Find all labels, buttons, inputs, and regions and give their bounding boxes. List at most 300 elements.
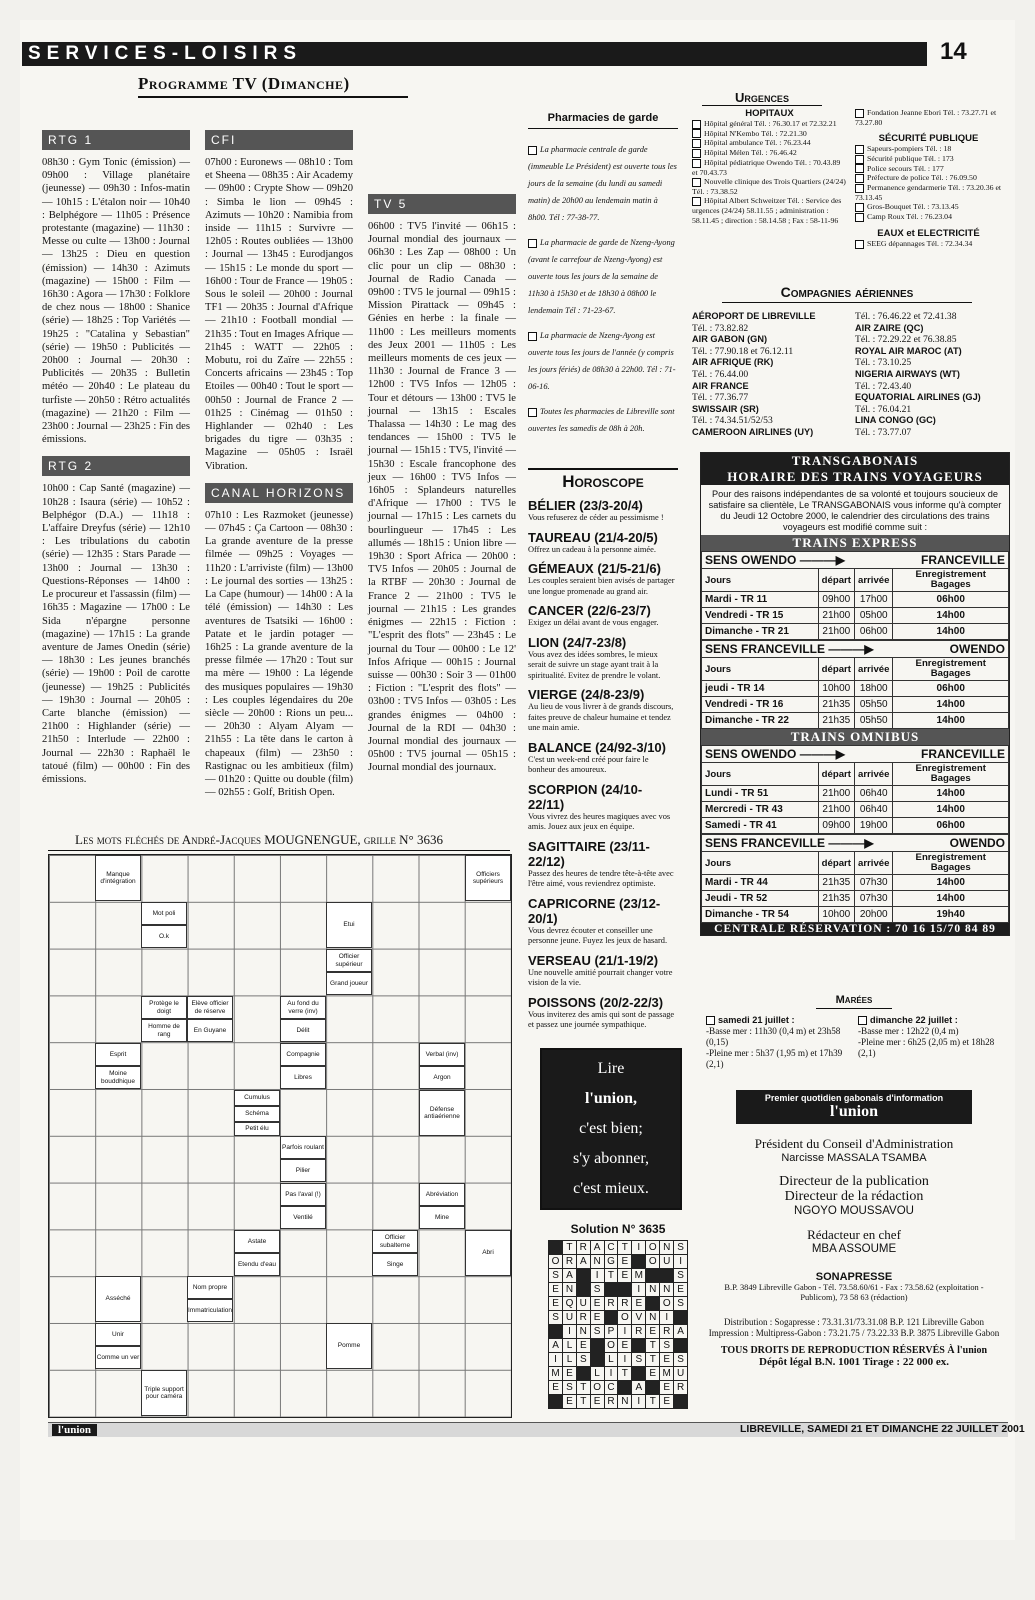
horoscope-rule bbox=[528, 468, 678, 470]
airline-phone: Tél. : 76.04.21 bbox=[855, 403, 912, 415]
solution-cell: E bbox=[660, 1353, 674, 1367]
train-col-header: Jours bbox=[702, 763, 819, 786]
horoscope-sign: GÉMEAUX (21/5-21/6) bbox=[528, 561, 661, 576]
solution-cell bbox=[549, 1395, 563, 1409]
crossword-clue: Abréviation bbox=[419, 1183, 465, 1206]
solution-cell bbox=[576, 1283, 590, 1297]
solution-cell bbox=[632, 1255, 646, 1269]
director: Directeur de la publication Directeur de la rédaction NGOYO MOUSSAVOU bbox=[779, 1174, 929, 1217]
crossword-clue: Mine bbox=[419, 1206, 465, 1229]
crossword-clue: Manque d'intégration bbox=[95, 855, 141, 901]
airline-name: CAMEROON AIRLINES (UY) bbox=[692, 426, 814, 437]
airline-name: AIR ZAIRE (QC) bbox=[855, 322, 924, 333]
crossword-clue: Au fond du verre (inv) bbox=[280, 996, 326, 1019]
crossword-clue: Asséché bbox=[95, 1276, 141, 1322]
ad-line: s'y abonner, bbox=[573, 1150, 649, 1167]
horoscope-text: Vous vivrez des heures magiques avec vos amis. Jouez aux jeux en équipe. bbox=[528, 811, 671, 831]
solution-cell: I bbox=[632, 1241, 646, 1255]
solution-cell: R bbox=[632, 1325, 646, 1339]
crossword-clue: Elève officier de réserve bbox=[187, 996, 233, 1019]
train-table bbox=[701, 551, 1009, 640]
solution-cell: I bbox=[563, 1325, 577, 1339]
solution-cell: S bbox=[590, 1325, 604, 1339]
train-cell: Samedi - TR 41 bbox=[702, 818, 819, 834]
marees-rule bbox=[816, 1008, 892, 1009]
solution-cell: C bbox=[604, 1381, 618, 1395]
footer-logo: l'union bbox=[52, 1424, 97, 1436]
urgences-rule bbox=[702, 105, 822, 106]
airline-phone: Tél. : 74.34.51/52/53 bbox=[692, 415, 773, 427]
train-cell: 21h00 bbox=[818, 624, 854, 640]
solution-row bbox=[549, 1311, 688, 1325]
list-item: Sécurité publique Tél. : 173 bbox=[855, 154, 1002, 164]
solution-cell: S bbox=[549, 1269, 563, 1283]
solution-cell: S bbox=[660, 1339, 674, 1353]
train-cell: 05h00 bbox=[854, 608, 892, 624]
solution-cell: N bbox=[660, 1283, 674, 1297]
train-col-header: départ bbox=[818, 569, 854, 592]
footer-date: LIBREVILLE, SAMEDI 21 ET DIMANCHE 22 JUILLET 2001 bbox=[740, 1423, 1025, 1435]
crossword-clue: Parfois roulant bbox=[280, 1136, 326, 1159]
train-table bbox=[701, 745, 1009, 834]
crossword-clue: Petit élu bbox=[234, 1122, 280, 1136]
checkbox-icon bbox=[528, 332, 537, 341]
checkbox-icon bbox=[706, 1016, 715, 1025]
pharmacy-item: La pharmacie de garde de Nzeng-Ayong (avant le carrefour de Nzeng-Ayong) est ouverte tous les jours de la semaine de 11h30 à 15h30 et de 18h30 à 08h00 le lendemain Tél : 71-23-67. bbox=[528, 238, 675, 315]
solution-cell: E bbox=[618, 1255, 632, 1269]
train-cell: 14h00 bbox=[893, 624, 1009, 640]
table-row bbox=[702, 786, 1009, 802]
train-cell: 18h00 bbox=[854, 681, 892, 697]
solution-cell: S bbox=[549, 1311, 563, 1325]
table-row bbox=[702, 624, 1009, 640]
crossword-clue: Etui bbox=[326, 902, 372, 948]
arrow-right-icon: ———▶ bbox=[828, 642, 874, 656]
solution-cell: U bbox=[660, 1255, 674, 1269]
horoscope-text: Les couples seraient bien avisés de partager une longue promenade au grand air. bbox=[528, 576, 675, 596]
solution-cell: I bbox=[618, 1325, 632, 1339]
solution-cell: R bbox=[576, 1311, 590, 1325]
airline-phone: Tél. : 72.43.40 bbox=[855, 380, 912, 392]
train-cell: 05h50 bbox=[854, 697, 892, 713]
tv-column-3 bbox=[368, 124, 516, 775]
trains-express-title: TRAINS EXPRESS bbox=[701, 535, 1009, 551]
solution-cell: S bbox=[674, 1241, 688, 1255]
train-cell: 07h30 bbox=[854, 891, 892, 907]
solution-cell: U bbox=[576, 1297, 590, 1311]
president: Président du Conseil d'Administration Narcisse MASSALA TSAMBA bbox=[754, 1136, 954, 1164]
train-from: SENS FRANCEVILLE bbox=[705, 836, 826, 850]
solution-cell: E bbox=[590, 1297, 604, 1311]
distribution: Distribution : Sogapresse : 73.31.31/73.31.08 B.P. 121 Libreville Gabon bbox=[724, 1317, 984, 1327]
channel-tv5-listing: 06h00 : TV5 l'invité — 06h15 : Journal mondial des journaux — 06h30 : Les Zap — 08h00 : Un clic pour un clip — 08h30 : Journal de Radio Canada — 09h00 : TV5 le journal — 09h15 : Mission Pirattack — 09h45 : Génies en herbe : la finale — 11h00 : Les meilleurs moments des Jeux 2001 — 11h05 : Les meilleurs moments de ces jeux — 11h30 : Journal de France 3 — 12h00 : TV5 Infos — 12h05 : Tour et détours — 13h00 : TV5 le journal — 13h15 : Escales Thalassa — 14h30 : Le mag des tendances — 15h00 : TV5 le journal — 15h15 : TV5, l'invité — 15h30 : Escale francophone des jeux — 16h00 : TV5 Infos — 16h05 : Splandeurs naturelles d'Afrique — 17h00 : TV5 le journal — 17h15 : Les carnets du bourlingueur — 17h45 : Les allumés — 18h15 : Union libre — 19h30 : Sport Africa — 20h00 : TV5 Infos — 20h05 : Journal de la RTBF — 20h30 : Journal de France 2 — 21h00 : TV5 le journal — 21h15 : Les grandes énigmes — 22h15 : Fiction : "L'esprit des flots" — 23h45 : Le journal du Tour — 00h00 : Le 12' Infos Afrique — 00h15 : Journal suisse — 00h30 : Soir 3 — 01h00 : Fiction : "L'esprit des flots" — 03h00 : TV5 Infos — 03h05 : Les grandes énigmes — 04h00 : Journal de la RDI — 04h30 : Journal mondial des journaux — 05h00 : TV5 journal — 05h15 : Journal mondial des journaux. bbox=[368, 221, 516, 774]
solution-cell: E bbox=[549, 1283, 563, 1297]
sonapresse: SONAPRESSE bbox=[815, 1271, 893, 1283]
checkbox-icon bbox=[855, 203, 864, 212]
airline-name: ROYAL AIR MAROC (AT) bbox=[855, 345, 962, 356]
trains-subtitle: HORAIRE DES TRAINS VOYAGEURS bbox=[701, 469, 1009, 485]
table-row bbox=[702, 802, 1009, 818]
solution-cell: R bbox=[563, 1255, 577, 1269]
arrow-right-icon: ———▶ bbox=[828, 836, 874, 850]
list-item: Hôpital Mélen Tél. : 76.46.42 bbox=[692, 148, 847, 158]
solution-cell: T bbox=[618, 1241, 632, 1255]
solution-cell: R bbox=[674, 1381, 688, 1395]
crossword-clue: Nom propre bbox=[187, 1276, 233, 1299]
solution-row bbox=[549, 1297, 688, 1311]
solution-cell: L bbox=[563, 1353, 577, 1367]
horoscope-sign: SAGITTAIRE (23/11-22/12) bbox=[528, 838, 650, 869]
solution-row bbox=[549, 1269, 688, 1283]
solution-cell: I bbox=[604, 1367, 618, 1381]
solution-cell bbox=[674, 1311, 688, 1325]
solution-cell: S bbox=[674, 1297, 688, 1311]
solution-cell: R bbox=[604, 1395, 618, 1409]
train-cell: 06h00 bbox=[893, 818, 1009, 834]
crossword-clue: Mot poli bbox=[141, 902, 187, 925]
crossword-clue: Astate bbox=[234, 1230, 280, 1253]
page-number: 14 bbox=[940, 38, 967, 65]
solution-row bbox=[549, 1339, 688, 1353]
horoscope-text: Offrez un cadeau à la personne aimée. bbox=[528, 544, 656, 554]
solution-cell: E bbox=[549, 1381, 563, 1395]
train-cell: Mardi - TR 11 bbox=[702, 592, 819, 608]
ad-line: l'union, bbox=[584, 1090, 638, 1107]
masthead-banner: Premier quotidien gabonais d'information l'union bbox=[736, 1090, 972, 1124]
checkbox-icon bbox=[528, 408, 537, 417]
channel-rtg1-listing: 08h30 : Gym Tonic (émission) — 09h00 : Village planétaire (jeunesse) — 09h30 : Infos-matin — 10h15 : L'étalon noir — 10h40 : Belphégore — 11h05 : Présence protestante (magazine) — 11h30 : Messe ou culte — 13h00 : Journal — 13h25 : Dieu en question (émission) — 14h30 : Azimuts (magazine) — 15h00 : Film — 16h30 : Agora — 17h30 : Folklore de chez nous — 18h00 : Shanice (série) — 18h25 : Top Variétés — 19h25 : "Catalina y Sebastian" (série) — 19h50 : Publicités — 20h00 : Journal — 20h30 : Publicités — 20h35 : Bulletin météo — 20h40 : Le plateau du turfiste — 20h50 : Rétro actualités (magazine) — 21h20 : Film — 23h00 : Journal — 23h25 : Fin des émissions. bbox=[42, 157, 190, 446]
crossword-clue: Verbal (inv) bbox=[419, 1043, 465, 1066]
horoscope-sign: BÉLIER (23/3-20/4) bbox=[528, 498, 643, 513]
eaux-title: EAUX et ELECTRICITÉ bbox=[877, 227, 980, 239]
solution-cell: E bbox=[618, 1339, 632, 1353]
airline-name: Tél. : 76.46.22 et 72.41.38 bbox=[855, 311, 957, 322]
solution-cell: L bbox=[563, 1339, 577, 1353]
securite-column bbox=[855, 108, 1002, 249]
tv-column-1 bbox=[42, 130, 190, 786]
train-col-header: Jours bbox=[702, 658, 819, 681]
solution-cell: N bbox=[646, 1283, 660, 1297]
train-from: SENS OWENDO bbox=[705, 553, 797, 567]
solution-cell: E bbox=[576, 1339, 590, 1353]
solution-cell: E bbox=[674, 1283, 688, 1297]
crossword-clue: Etendu d'eau bbox=[234, 1253, 280, 1276]
checkbox-icon bbox=[528, 239, 537, 248]
solution-cell bbox=[674, 1339, 688, 1353]
train-cell: 10h00 bbox=[818, 681, 854, 697]
solution-cell: O bbox=[660, 1297, 674, 1311]
crossword-clue: Cumulus bbox=[234, 1090, 280, 1106]
train-cell: 21h35 bbox=[818, 713, 854, 729]
airline-phone: Tél. : 77.36.77 bbox=[692, 392, 749, 404]
table-row bbox=[702, 907, 1009, 923]
train-cell: Dimanche - TR 21 bbox=[702, 624, 819, 640]
train-cell: 06h00 bbox=[893, 592, 1009, 608]
train-col-header: Enregistrement Bagages bbox=[893, 569, 1009, 592]
solution-cell: E bbox=[646, 1325, 660, 1339]
solution-cell: E bbox=[646, 1367, 660, 1381]
list-item: Préfecture de police Tél. : 76.09.50 bbox=[855, 173, 1002, 183]
train-to: FRANCEVILLE bbox=[921, 747, 1005, 761]
section-banner: SERVICES-LOISIRS bbox=[22, 42, 927, 66]
train-cell: Vendredi - TR 16 bbox=[702, 697, 819, 713]
solution-cell: Q bbox=[563, 1297, 577, 1311]
solution-cell bbox=[590, 1353, 604, 1367]
train-col-header: départ bbox=[818, 658, 854, 681]
fondation-item: Fondation Jeanne Ebori Tél. : 73.27.71 et 73.27.80 bbox=[855, 108, 997, 127]
solution-cell: A bbox=[674, 1325, 688, 1339]
hopitaux-list bbox=[692, 119, 847, 225]
pharmacies-section bbox=[528, 112, 678, 437]
checkbox-icon bbox=[692, 197, 701, 206]
pharmacy-item: La pharmacie centrale de garde (immeuble Le Président) est ouverte tous les jours de la semaine (du lundi au samedi matin) de 20h00 au lendemain matin à 8h00. Tél : 77-38-77. bbox=[528, 145, 677, 222]
table-row bbox=[702, 697, 1009, 713]
ad-line: c'est mieux. bbox=[573, 1180, 649, 1197]
crossword-clue: Grand joueur bbox=[326, 972, 372, 995]
solution-cell bbox=[576, 1367, 590, 1381]
crossword-clue: Libres bbox=[280, 1066, 326, 1089]
horoscope-sign: BALANCE (24/92-3/10) bbox=[528, 739, 666, 755]
checkbox-icon bbox=[692, 159, 701, 168]
train-cell: 20h00 bbox=[854, 907, 892, 923]
checkbox-icon bbox=[858, 1016, 867, 1025]
solution-cell: M bbox=[632, 1269, 646, 1283]
horoscope-sign: SCORPION (24/10-22/11) bbox=[528, 781, 643, 812]
solution-cell bbox=[646, 1297, 660, 1311]
train-to: FRANCEVILLE bbox=[921, 553, 1005, 567]
solution-cell: E bbox=[618, 1269, 632, 1283]
airline-phone: Tél. : 76.44.00 bbox=[692, 368, 749, 380]
crossword-clue: Compagnie bbox=[280, 1043, 326, 1066]
solution-cell bbox=[549, 1325, 563, 1339]
compagnies-rule bbox=[722, 302, 972, 303]
train-cell: 10h00 bbox=[818, 907, 854, 923]
solution-section bbox=[548, 1222, 688, 1409]
crossword-grid[interactable] bbox=[48, 854, 512, 1418]
crossword-clue: Unir bbox=[95, 1323, 141, 1346]
train-cell: 14h00 bbox=[893, 786, 1009, 802]
horoscope-text: C'est un week-end créé pour faire le bonheur des amoureux. bbox=[528, 754, 649, 774]
train-cell: Vendredi - TR 15 bbox=[702, 608, 819, 624]
horoscope-text: Une nouvelle amitié pourrait changer votre vision de la vie. bbox=[528, 967, 673, 987]
solution-cell bbox=[618, 1381, 632, 1395]
solution-cell: L bbox=[590, 1367, 604, 1381]
arrow-right-icon: ———▶ bbox=[799, 553, 845, 567]
solution-cell: E bbox=[563, 1367, 577, 1381]
channel-rtg1-label: RTG 1 bbox=[42, 130, 190, 150]
solution-cell: S bbox=[590, 1283, 604, 1297]
checkbox-icon bbox=[528, 146, 537, 155]
compagnies-title: Compagnies aériennes bbox=[780, 284, 914, 300]
trains-centrale: CENTRALE RÉSERVATION : 70 16 15/70 84 89 bbox=[701, 923, 1009, 935]
checkbox-icon bbox=[855, 155, 864, 164]
checkbox-icon bbox=[855, 213, 864, 222]
solution-cell: T bbox=[646, 1353, 660, 1367]
train-cell: 14h00 bbox=[893, 802, 1009, 818]
solution-cell bbox=[674, 1395, 688, 1409]
channel-canal-label: CANAL HORIZONS bbox=[205, 483, 353, 503]
train-cell: 14h00 bbox=[893, 697, 1009, 713]
solution-cell bbox=[646, 1381, 660, 1395]
train-col-header: Jours bbox=[702, 852, 819, 875]
urgences-title: Urgences bbox=[735, 90, 789, 105]
securite-list bbox=[855, 144, 1002, 222]
tv-column-2 bbox=[205, 130, 353, 799]
train-cell: 21h35 bbox=[818, 697, 854, 713]
solution-cell: C bbox=[604, 1241, 618, 1255]
crossword-clue: Pas l'aval (!) bbox=[280, 1183, 326, 1206]
train-cell: Dimanche - TR 54 bbox=[702, 907, 819, 923]
urgences-section bbox=[692, 90, 1002, 249]
solution-cell: T bbox=[646, 1395, 660, 1409]
solution-cell: O bbox=[590, 1381, 604, 1395]
table-row bbox=[702, 608, 1009, 624]
list-item: Gros-Bouquet Tél. : 73.13.45 bbox=[855, 202, 1002, 212]
crossword-rule bbox=[48, 850, 510, 851]
train-col-header: Enregistrement Bagages bbox=[893, 763, 1009, 786]
solution-cell: I bbox=[618, 1353, 632, 1367]
solution-cell: O bbox=[549, 1255, 563, 1269]
pharmacies-title: Pharmacies de garde bbox=[547, 112, 659, 124]
list-item: Hôpital général Tél. : 76.30.17 et 72.32.21 bbox=[692, 119, 847, 129]
train-table bbox=[701, 834, 1009, 923]
solution-cell bbox=[632, 1367, 646, 1381]
airline-name: AÉROPORT DE LIBREVILLE bbox=[692, 311, 816, 321]
airline-phone: Tél. : 73.77.07 bbox=[855, 426, 912, 438]
pharmacy-item: La pharmacie de Nzeng-Ayong est ouverte tous les jours de l'année (y compris les jours fériés) de 08h30 à 22h00. Tél : 71-06-16. bbox=[528, 331, 676, 391]
solution-cell: N bbox=[590, 1255, 604, 1269]
solution-cell bbox=[646, 1269, 660, 1283]
airline-phone: Tél. : 73.10.25 bbox=[855, 357, 912, 369]
solution-row bbox=[549, 1381, 688, 1395]
table-row bbox=[702, 891, 1009, 907]
horoscope-text: Vous inviterez des amis qui sont de passage et passez une journée sympathique. bbox=[528, 1009, 675, 1029]
train-cell: jeudi - TR 14 bbox=[702, 681, 819, 697]
marees-section bbox=[706, 994, 1002, 1070]
airline-name: SWISSAIR (SR) bbox=[692, 403, 759, 414]
train-table bbox=[701, 640, 1009, 729]
solution-cell: P bbox=[604, 1325, 618, 1339]
depot-legal: Dépôt légal B.N. 1001 Tirage : 22 000 ex. bbox=[759, 1356, 949, 1368]
solution-cell: R bbox=[660, 1325, 674, 1339]
pharmacy-item: Toutes les pharmacies de Libreville sont ouvertes les samedis de 08h à 20h. bbox=[528, 407, 675, 433]
subscription-ad bbox=[540, 1048, 682, 1210]
train-col-header: arrivée bbox=[854, 852, 892, 875]
train-cell: Jeudi - TR 52 bbox=[702, 891, 819, 907]
solution-cell: T bbox=[563, 1241, 577, 1255]
train-cell: 19h40 bbox=[893, 907, 1009, 923]
horoscope-text: Vous devrez écouter et conseiller une personne jeune. Fuyez les jeux de hasard. bbox=[528, 925, 668, 945]
train-cell: Mercredi - TR 43 bbox=[702, 802, 819, 818]
horoscope-section bbox=[528, 472, 678, 1031]
solution-cell: E bbox=[590, 1311, 604, 1325]
solution-cell: O bbox=[618, 1311, 632, 1325]
crossword-clue: O.k bbox=[141, 925, 187, 948]
horoscope-text: Exigez un délai avant de vous engager. bbox=[528, 618, 659, 627]
train-cell: 21h00 bbox=[818, 608, 854, 624]
solution-row bbox=[549, 1353, 688, 1367]
solution-cell: A bbox=[590, 1241, 604, 1255]
list-item: Hôpital ambulance Tél. : 76.23.44 bbox=[692, 138, 847, 148]
channel-cfi-listing: 07h00 : Euronews — 08h10 : Tom et Sheena — 08h35 : Air Academy — 09h00 : Crypte Show — 09h20 : Simba le lion — 09h45 : Azimuts — 10h20 : Namibia from inside — 11h15 : Survivre — 12h05 : Routes oubliées — 13h00 : Journal — 13h45 : Eurodjangos — 15h15 : Le monde du sport — 16h00 : Tour de France — 19h05 : Sous le soleil — 20h00 : Journal TF1 — 20h35 : Journal d'Afrique — 21h10 : Football mondial — 21h35 : Tout en Images Afrique — 21h45 : WATT — 22h05 : Mobutu, roi du Zaïre — 22h55 : Concerts africains — 23h45 : Top Etoiles — 00h40 : Tout le sport — 00h50 : Journal de France 2 — 01h25 : Cinémag — 01h50 : Highlander — 02h40 : Les brigades du tigre — 03h35 : Magazine — 05h05 : Israël Vibration. bbox=[205, 157, 353, 472]
solution-cell: A bbox=[632, 1381, 646, 1395]
train-cell: 14h00 bbox=[893, 608, 1009, 624]
ad-line: Lire bbox=[597, 1060, 625, 1077]
crossword-clue: En Guyane bbox=[187, 1019, 233, 1042]
train-col-header: arrivée bbox=[854, 569, 892, 592]
solution-cell: U bbox=[674, 1367, 688, 1381]
trains-section bbox=[700, 452, 1010, 936]
solution-cell: O bbox=[604, 1339, 618, 1353]
channel-rtg2-listing: 10h00 : Cap Santé (magazine) — 10h28 : Isaura (série) — 10h52 : Belphégor (D.A.) — 11h18 : L'affaire Dreyfus (série) — 12h10 : Les tribulations du cabotin (série) — 12h35 : Stars Parade — 13h00 : Journal — 13h30 : Questions-Réponses — 14h00 : Le procureur et l'assassin (film) — 16h35 : Magazine — 17h00 : Le Sida n'épargne personne (magazine) — 17h15 : La grande aventure de James Onedin (série) — 18h30 : Les jeunes branchés (série) — 19h00 : Poil de carotte (jeunesse) — 19h25 : Publicités — 19h30 : Journal — 20h05 : Carte blanche (émission) — 21h00 : Highlander (série) — 21h50 : Interlude — 22h00 : Journal — 22h30 : Raphaël le tatoué (film) — 00h00 : Fin des émissions. bbox=[42, 483, 190, 785]
tv-program-title: Programme TV (Dimanche) bbox=[138, 74, 350, 93]
solution-cell: G bbox=[604, 1255, 618, 1269]
solution-cell: N bbox=[660, 1241, 674, 1255]
trains-intro: Pour des raisons indépendantes de sa volonté et toujours soucieux de satisfaire sa clientèle, Le TRANSGABONAIS vous informe qu'à compter du Jeudi 12 Octobre 2000, le calendrier des circulations des trains voyageurs est modifié comme suit : bbox=[708, 489, 1002, 532]
crossword-clue: Pomme bbox=[326, 1323, 372, 1369]
checkbox-icon bbox=[855, 164, 864, 173]
horoscope-sign: CANCER (22/6-23/7) bbox=[528, 603, 651, 618]
train-cell: 14h00 bbox=[893, 875, 1009, 891]
checkbox-icon bbox=[855, 109, 864, 118]
solution-cell: E bbox=[660, 1395, 674, 1409]
train-cell: 06h00 bbox=[893, 681, 1009, 697]
solution-cell bbox=[618, 1283, 632, 1297]
masthead-section bbox=[706, 1090, 1002, 1368]
list-item: Sapeurs-pompiers Tél. : 18 bbox=[855, 144, 1002, 154]
crossword-clue: Officiers supérieurs bbox=[465, 855, 511, 901]
crossword-clue: Délit bbox=[280, 1019, 326, 1042]
list-item: Hôpital pédiatrique Owendo Tél. : 70.43.89 et 70.43.73 bbox=[692, 157, 841, 177]
solution-cell bbox=[590, 1339, 604, 1353]
horoscope-sign: VIERGE (24/8-23/9) bbox=[528, 687, 645, 702]
horoscope-sign: CAPRICORNE (23/12-20/1) bbox=[528, 895, 661, 926]
solution-cell: T bbox=[576, 1381, 590, 1395]
train-cell: 05h50 bbox=[854, 713, 892, 729]
solution-row bbox=[549, 1395, 688, 1409]
train-cell: 17h00 bbox=[854, 592, 892, 608]
crossword-clue: Argon bbox=[419, 1066, 465, 1089]
pharmacies-rule bbox=[528, 128, 678, 129]
solution-cell: R bbox=[604, 1297, 618, 1311]
horoscope-sign: LION (24/7-23/8) bbox=[528, 634, 627, 650]
solution-cell: T bbox=[646, 1339, 660, 1353]
crossword-clue: Ventilé bbox=[280, 1206, 326, 1229]
solution-cell: S bbox=[674, 1353, 688, 1367]
trains-title: TRANSGABONAIS bbox=[701, 453, 1009, 469]
train-cell: Dimanche - TR 22 bbox=[702, 713, 819, 729]
channel-cfi-label: CFI bbox=[205, 130, 353, 150]
solution-cell: I bbox=[549, 1353, 563, 1367]
table-row bbox=[702, 681, 1009, 697]
train-cell: 07h30 bbox=[854, 875, 892, 891]
solution-cell: L bbox=[604, 1353, 618, 1367]
list-item: Hôpital N'Kembo Tél. : 72.21.30 bbox=[692, 129, 847, 139]
solution-cell: S bbox=[632, 1353, 646, 1367]
solution-cell: I bbox=[632, 1283, 646, 1297]
horoscope-text: Vous refuserez de céder au pessimisme ! bbox=[528, 513, 664, 522]
train-cell: 06h00 bbox=[854, 624, 892, 640]
solution-cell bbox=[604, 1311, 618, 1325]
list-item: Hôpital Albert Schweitzer Tél. : Service des urgences (24/24) 58.11.55 ; administration : 58.11.45 ; direction : 58.14.58 ; Fax : 58-11-96 bbox=[692, 196, 842, 225]
solution-cell: A bbox=[549, 1339, 563, 1353]
airline-name: LINA CONGO (GC) bbox=[855, 415, 936, 426]
train-cell: 06h40 bbox=[854, 786, 892, 802]
train-col-header: départ bbox=[818, 763, 854, 786]
train-cell: Mardi - TR 44 bbox=[702, 875, 819, 891]
train-cell: 14h00 bbox=[893, 891, 1009, 907]
solution-row bbox=[549, 1255, 688, 1269]
